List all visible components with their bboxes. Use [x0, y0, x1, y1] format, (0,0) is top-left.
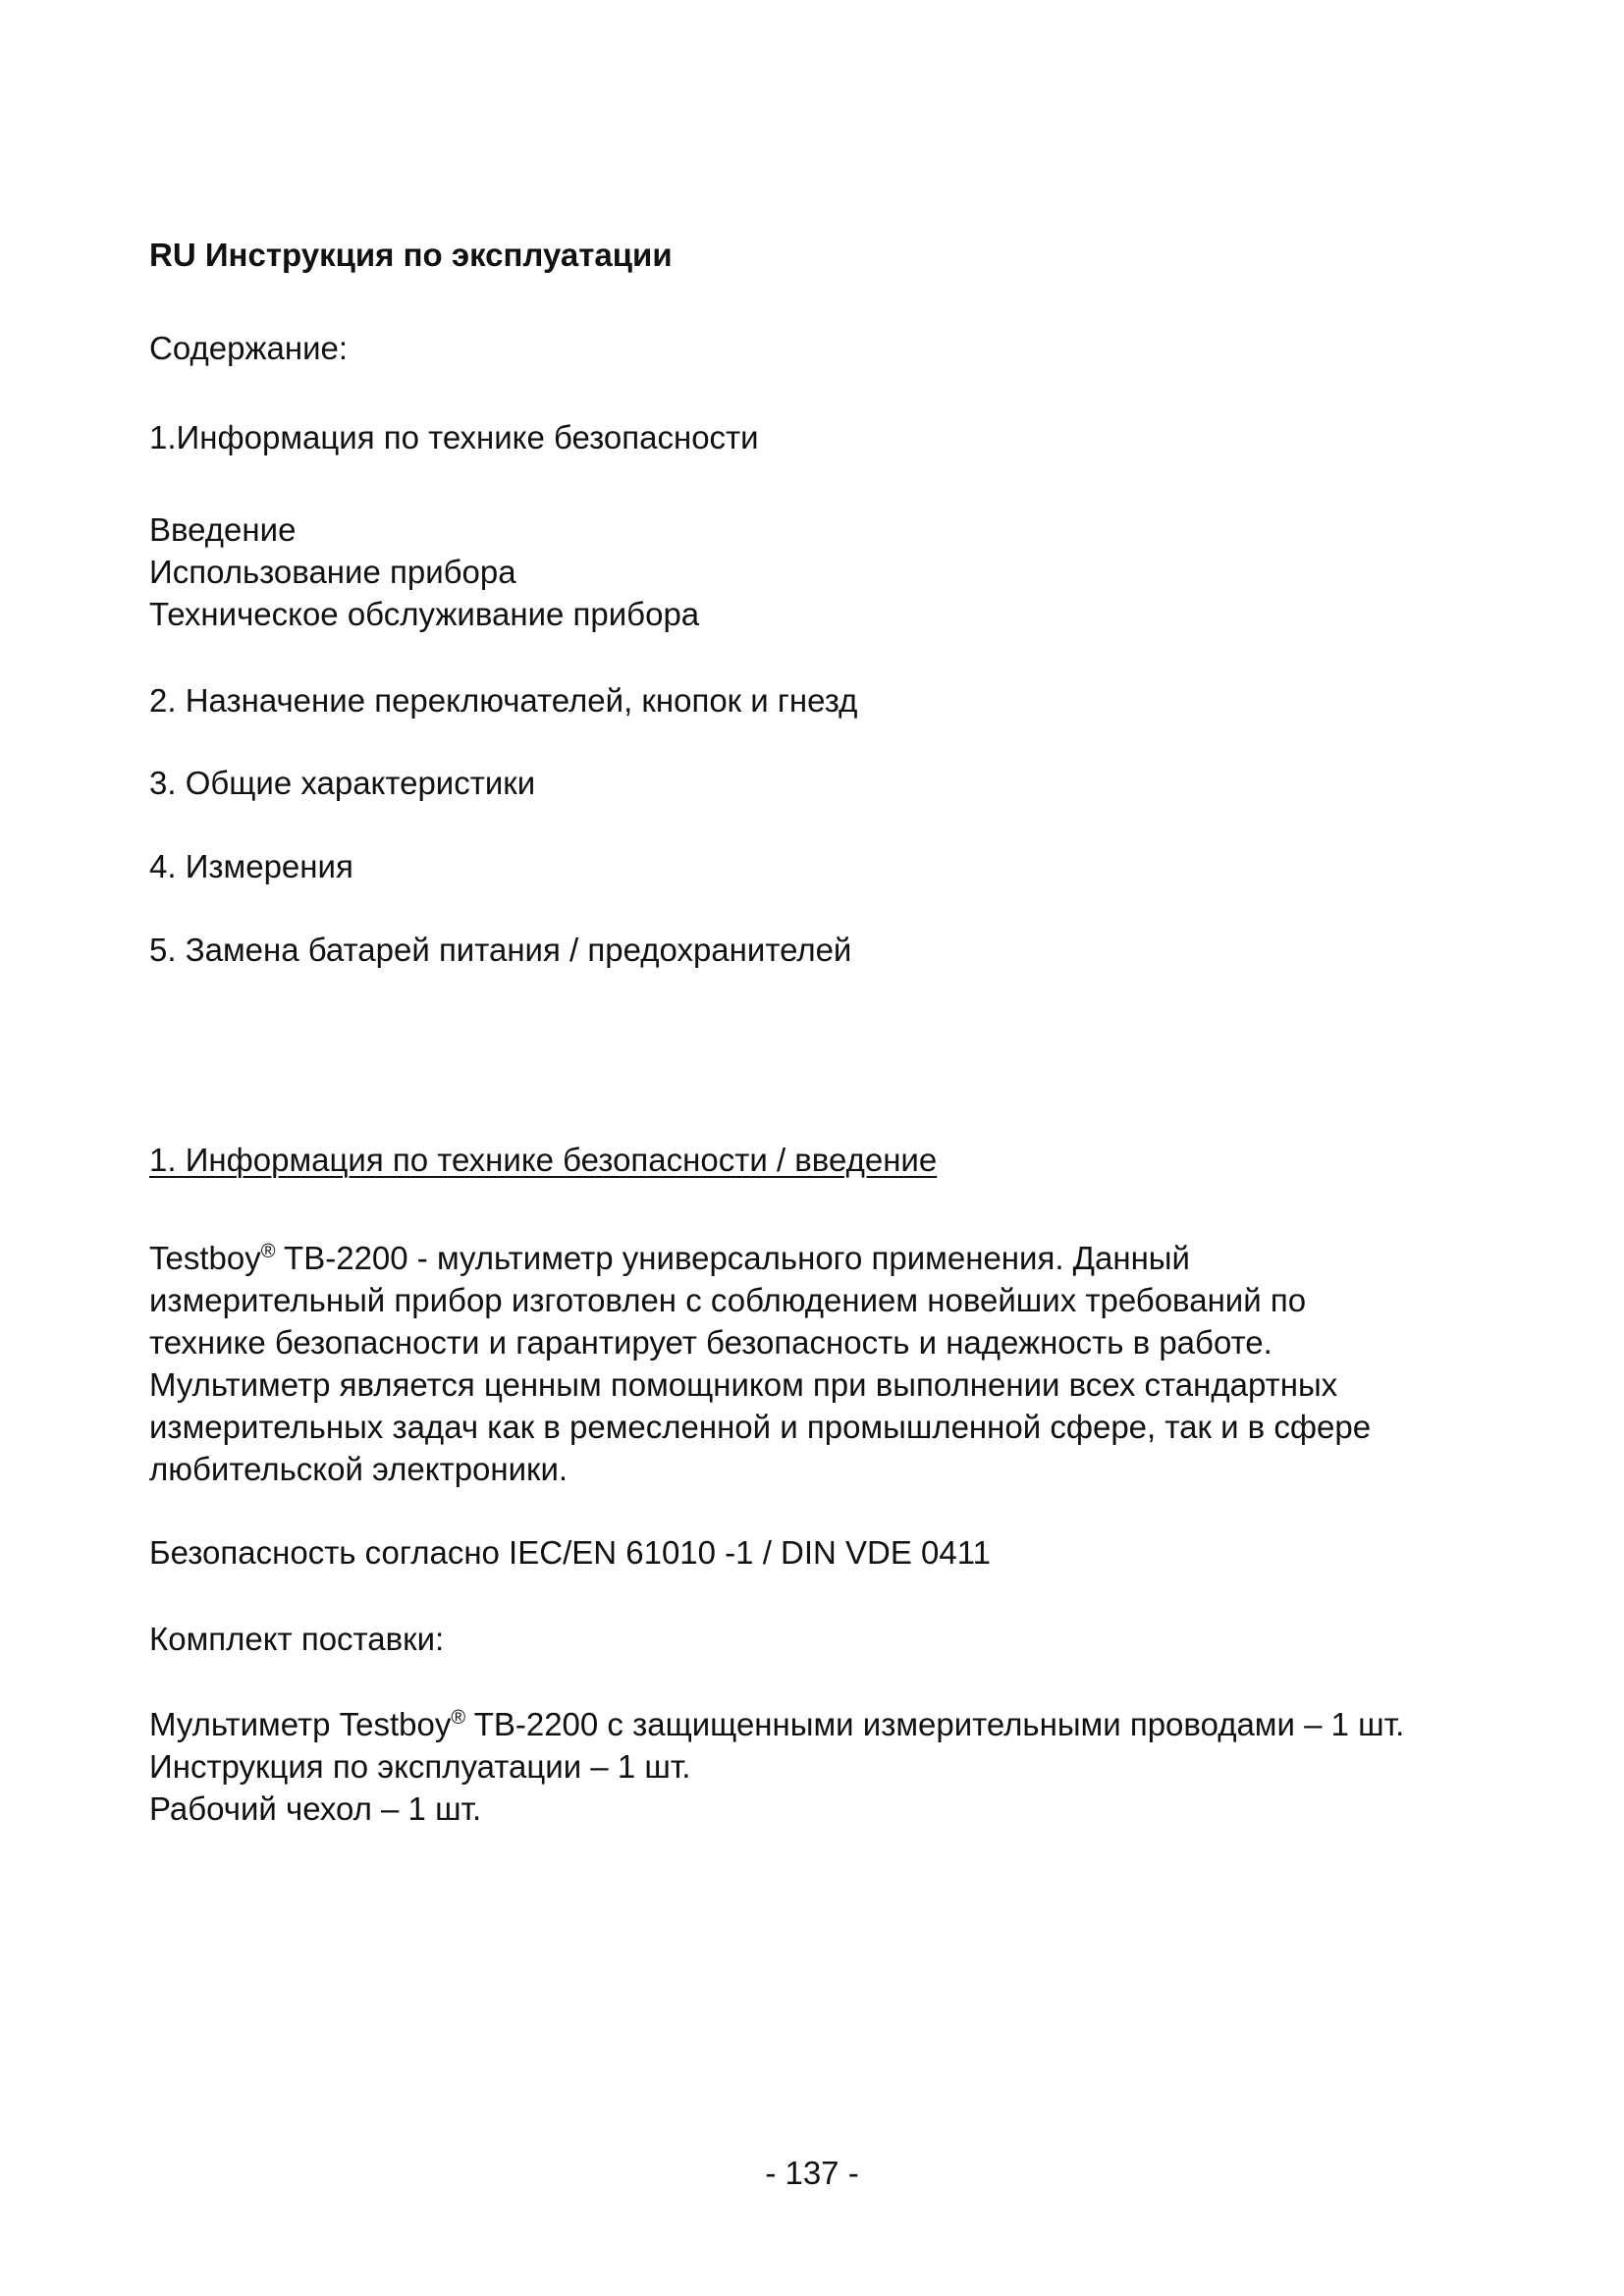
delivery-brand: Мультиметр Testboy: [149, 1706, 452, 1742]
delivery-item: Инструкция по эксплуатации – 1 шт.: [149, 1748, 691, 1785]
delivery-item-rest: TB-2200 с защищенными измерительными проводами – 1 шт.: [465, 1706, 1405, 1742]
intro-line: Мультиметр является ценным помощником при выполнении всех стандартных: [149, 1366, 1338, 1403]
registered-mark: ®: [260, 1241, 276, 1262]
registered-mark: ®: [451, 1707, 466, 1729]
toc-item-5: 5. Замена батарей питания / предохранителей: [149, 932, 852, 968]
toc-item-3: 3. Общие характеристики: [149, 765, 536, 801]
toc-item-4: 4. Измерения: [149, 848, 353, 884]
intro-line: технике безопасности и гарантирует безопасность и надежность в работе.: [149, 1324, 1272, 1361]
toc-sub-item: Использование прибора: [149, 554, 516, 590]
page-number: - 137 -: [765, 2155, 859, 2191]
section-heading: 1. Информация по технике безопасности / введение: [149, 1142, 938, 1178]
delivery-label: Комплект поставки:: [149, 1621, 445, 1657]
delivery-item: Рабочий чехол – 1 шт.: [149, 1790, 482, 1827]
toc-item-2: 2. Назначение переключателей, кнопок и гнезд: [149, 682, 858, 719]
document-title: RU Инструкция по эксплуатации: [149, 237, 673, 273]
toc-label: Содержание:: [149, 330, 349, 366]
brand-name: Testboy: [149, 1240, 261, 1276]
safety-standard: Безопасность согласно IEC/EN 61010 -1 / DIN VDE 0411: [149, 1534, 992, 1571]
toc-sub-items: [149, 508, 699, 635]
intro-line: измерительный прибор изготовлен с соблюдением новейших требований по: [149, 1282, 1307, 1318]
delivery-item: [149, 1703, 1404, 1745]
toc-sub-item: Введение: [149, 511, 297, 548]
intro-line-rest: TB-2200 - мультиметр универсального применения. Данный: [275, 1240, 1190, 1276]
intro-paragraph: [149, 1237, 1371, 1490]
delivery-list: [149, 1703, 1404, 1830]
intro-line: измерительных задач как в ремесленной и промышленной сфере, так и в сфере: [149, 1409, 1372, 1445]
intro-line: любительской электроники.: [149, 1451, 568, 1487]
toc-sub-item: Техническое обслуживание прибора: [149, 596, 700, 632]
intro-line: [149, 1237, 1371, 1279]
toc-item-1: 1.Информация по технике безопасности: [149, 419, 759, 455]
